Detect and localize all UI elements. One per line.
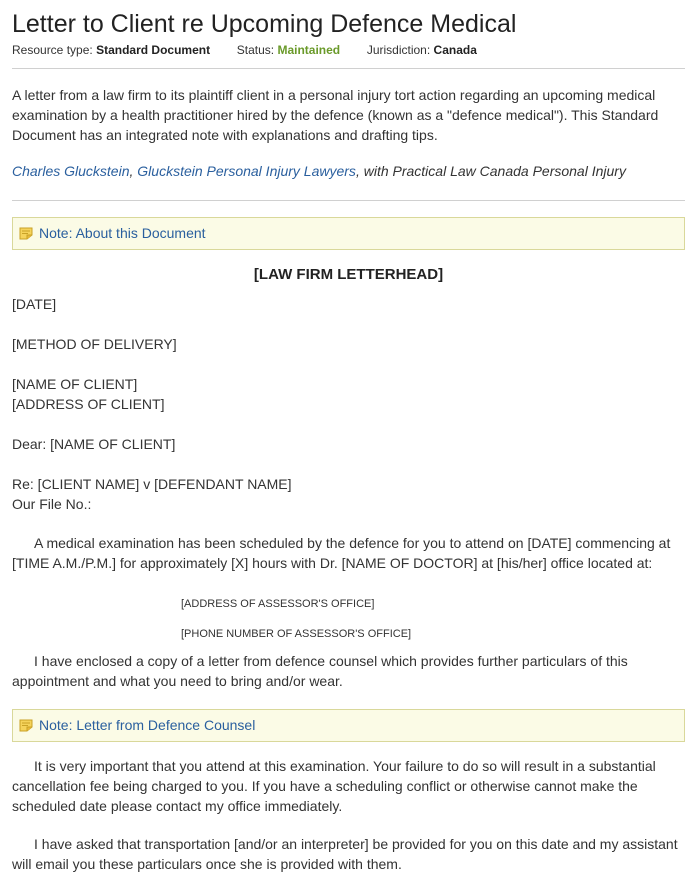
date-placeholder: [DATE] (12, 296, 57, 312)
assessor-address-placeholder: [ADDRESS OF ASSESSOR'S OFFICE] (181, 598, 375, 610)
jurisdiction-value: Canada (433, 43, 477, 57)
author-line (12, 163, 626, 179)
document-summary: A letter from a law firm to its plaintiff client in a personal injury tort action regarding an upcoming medical examination by a health practitioner hired by the defence (known as a "defence medical"). This Standard Document has an integrated note with explanations and drafting tips. (12, 87, 659, 143)
page-title: Letter to Client re Upcoming Defence Medical (12, 10, 517, 38)
file-number: Our File No.: (12, 496, 92, 512)
note-label: Note: About this Document (39, 225, 206, 241)
note-label: Note: Letter from Defence Counsel (39, 717, 256, 733)
letterhead-placeholder: [LAW FIRM LETTERHEAD] (253, 266, 444, 283)
client-address-placeholder: [ADDRESS OF CLIENT] (12, 396, 165, 412)
resource-type-value: Standard Document (96, 43, 211, 57)
status-label: Status: (236, 43, 275, 57)
assessor-phone-placeholder: [PHONE NUMBER OF ASSESSOR'S OFFICE] (181, 628, 412, 640)
letter-paragraph: It is very important that you attend at this examination. Your failure to do so will result in a substantial cancellation fee being charged to you. If you have a scheduling conflict or otherwise cannot make the scheduled date please contact my office immediately. (12, 758, 656, 814)
author-separator: , (129, 163, 138, 179)
note-defence-counsel-letter[interactable] (12, 709, 685, 742)
letter-paragraph: I have enclosed a copy of a letter from defence counsel which provides further particulars of this appointment and what you need to bring and/or wear. (12, 653, 628, 689)
re-line: Re: [CLIENT NAME] v [DEFENDANT NAME] (12, 476, 292, 492)
note-icon (19, 227, 33, 240)
status-value: Maintained (277, 43, 341, 57)
delivery-method-placeholder: [METHOD OF DELIVERY] (12, 336, 177, 352)
divider (12, 68, 685, 69)
note-icon (19, 719, 33, 732)
metadata-bar (12, 43, 477, 57)
jurisdiction-label: Jurisdiction: (366, 43, 431, 57)
author-link[interactable]: Charles Gluckstein (12, 163, 130, 179)
client-name-placeholder: [NAME OF CLIENT] (12, 376, 138, 392)
resource-type-label: Resource type: (12, 43, 93, 57)
letter-paragraph: I have asked that transportation [and/or an interpreter] be provided for you on this date and my assistant will email you these particulars once she is provided with them. (12, 836, 678, 872)
divider (12, 200, 685, 201)
salutation: Dear: [NAME OF CLIENT] (12, 436, 176, 452)
note-about-document[interactable] (12, 217, 685, 250)
letter-paragraph: A medical examination has been scheduled by the defence for you to attend on [DATE] commencing at [TIME A.M./P.M.] for approximately [X] hours with Dr. [NAME OF DOCTOR] at [his/her] office located at: (12, 535, 671, 571)
firm-link[interactable]: Gluckstein Personal Injury Lawyers (137, 163, 356, 179)
author-rest: , with Practical Law Canada Personal Injury (355, 163, 626, 179)
